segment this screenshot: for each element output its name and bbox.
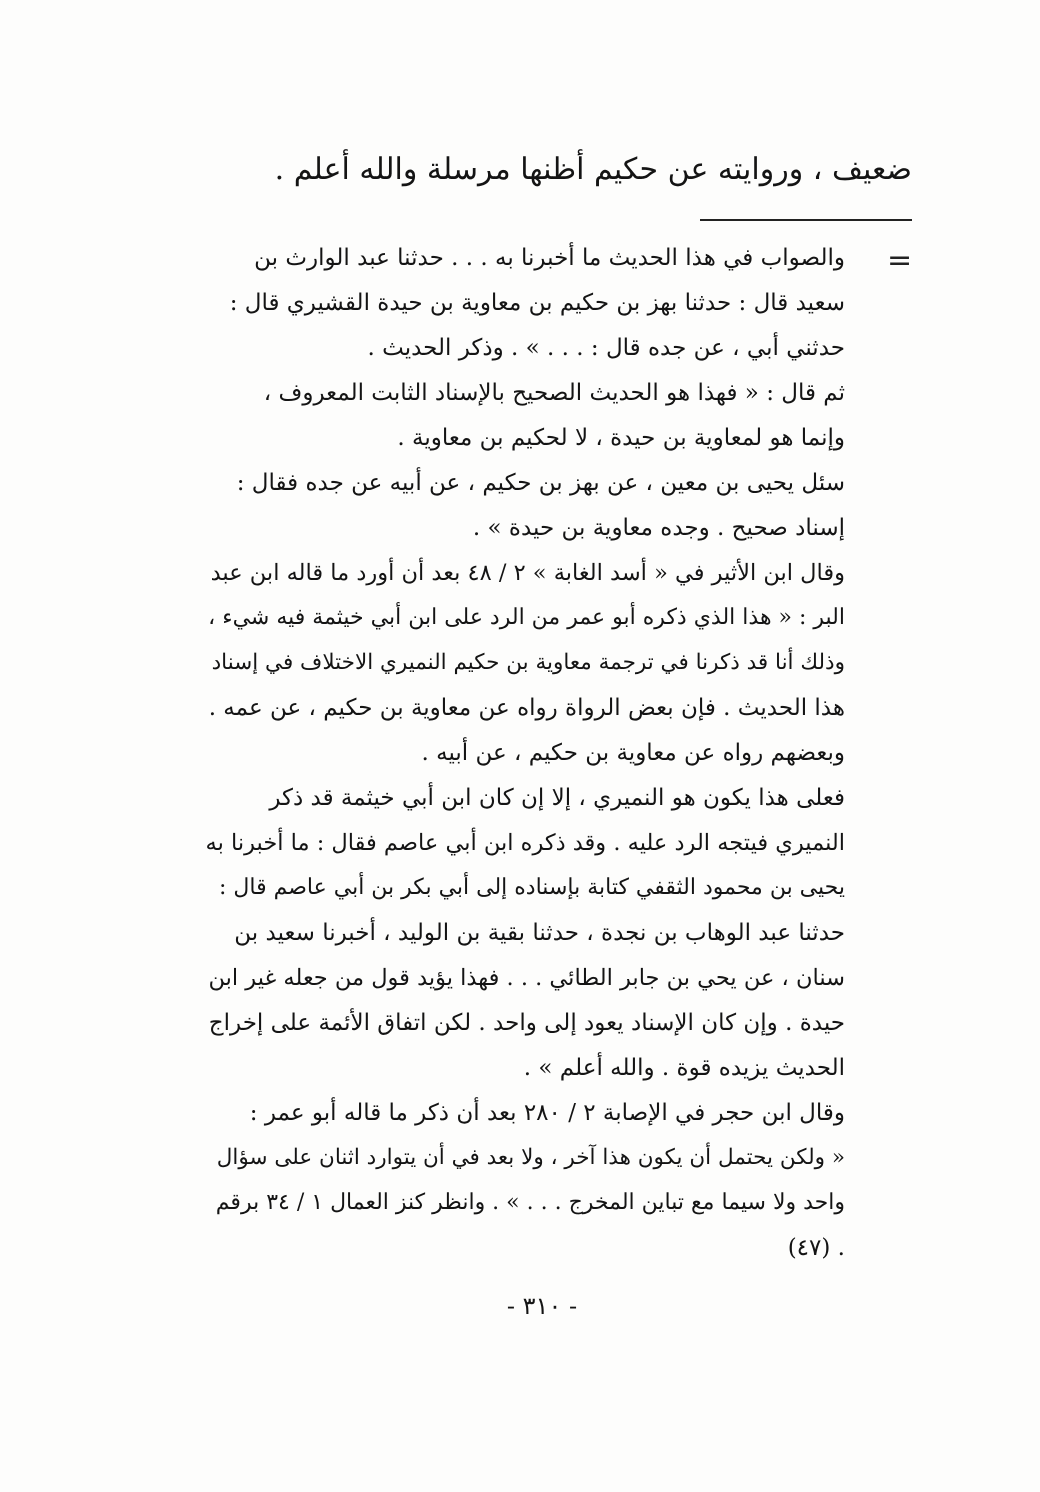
footnote-line: واحد ولا سيما مع تباين المخرج . . . » . وانظر كنز العمال ١ / ٣٤ برقم [215, 1190, 845, 1215]
footnote-line: حيدة . وإن كان الإسناد يعود إلى واحد . لكن اتفاق الأئمة على إخراج [208, 1010, 845, 1036]
footnote-line: والصواب في هذا الحديث ما أخبرنا به . . . حدثنا عبد الوارث بن [254, 245, 845, 271]
footnote-line: وقال ابن حجر في الإصابة ٢ / ٢٨٠ بعد أن ذكر ما قاله أبو عمر : [249, 1100, 845, 1126]
footnote-line: الحديث يزيده قوة . والله أعلم » . [523, 1055, 845, 1081]
footnote-line: سنان ، عن يحي بن جابر الطائي . . . فهذا يؤيد قول من جعله غير ابن [208, 965, 845, 991]
footnote-line: حدثنا عبد الوهاب بن نجدة ، حدثنا بقية بن الوليد ، أخبرنا سعيد بن [234, 920, 845, 946]
footnote-line: فعلى هذا يكون هو النميري ، إلا إن كان ابن أبي خيثمة قد ذكر [269, 785, 845, 811]
page-number: - ٣١٠ - [506, 1292, 578, 1320]
footnote-line: هذا الحديث . فإن بعض الرواة رواه عن معاوية بن حكيم ، عن عمه . [208, 695, 845, 721]
footnote-line: وبعضهم رواه عن معاوية بن حكيم ، عن أبيه . [421, 740, 845, 766]
footnote-line: يحيى بن محمود الثقفي كتابة بإسناده إلى أبي بكر بن أبي عاصم قال : [218, 875, 845, 900]
footnote-line: النميري فيتجه الرد عليه . وقد ذكره ابن أبي عاصم فقال : ما أخبرنا به [205, 830, 845, 856]
footnote-line: ثم قال : « فهذا هو الحديث الصحيح بالإسناد الثابت المعروف ، [263, 380, 845, 406]
footnote-line: وقال ابن الأثير في « أسد الغابة » ٢ / ٤٨ بعد أن أورد ما قاله ابن عبد [210, 560, 845, 586]
footnote-line: سعيد قال : حدثنا بهز بن حكيم بن معاوية بن حيدة القشيري قال : [229, 290, 845, 316]
footnote-line: (٤٧) . [787, 1235, 845, 1261]
footnote-line: البر : « هذا الذي ذكره أبو عمر من الرد على ابن أبي خيثمة فيه شيء ، [208, 605, 845, 630]
footnote-line: وإنما هو لمعاوية بن حيدة ، لا لحكيم بن معاوية . [397, 425, 845, 451]
footnote-line: حدثني أبي ، عن جده قال : . . . » . وذكر الحديث . [367, 335, 845, 361]
footnote-line: إسناد صحيح . وجده معاوية بن حيدة » . [472, 515, 845, 541]
footnote-separator [700, 219, 912, 221]
footnote-line: سئل يحيى بن معين ، عن بهز بن حكيم ، عن أبيه عن جده فقال : [236, 470, 845, 496]
footnote-line: « ولكن يحتمل أن يكون هذا آخر ، ولا بعد في أن يتوارد اثنان على سؤال [216, 1145, 845, 1170]
main-text-line: ضعيف ، وروايته عن حكيم أظنها مرسلة والله أعلم . [274, 152, 912, 187]
footnote-line: وذلك أنا قد ذكرنا في ترجمة معاوية بن حكيم النميري الاختلاف في إسناد [211, 650, 845, 675]
footnote-continuation-mark: = [887, 243, 913, 278]
